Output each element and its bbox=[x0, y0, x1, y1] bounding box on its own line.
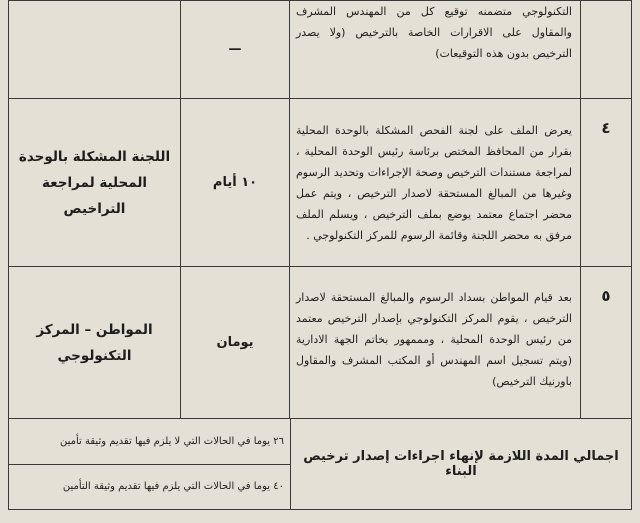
step-duration: — bbox=[181, 1, 290, 99]
step-description: يعرض الملف على لجنة الفحص المشكلة بالوحدة المحلية بقرار من المحافظ المختص برئاسة رئيس الوحدة المحلية ، لمراجعة مستندات الترخيص وصحة الإجراءات وتحديد الرسوم وغيرها من المبالغ المستحقة لاصدار الترخيص ، ويتم عمل محضر اجتماع معتمد يوضع بملف الترخيص ، ويسلم الملف مرفق به محضر اللجنة وقائمة الرسوم للمركز التكنولوجي . bbox=[290, 99, 581, 267]
step-number: ٤ bbox=[581, 99, 632, 267]
table-row bbox=[9, 99, 632, 267]
step-description: التكنولوجي متضمنه توقيع كل من المهندس المشرف والمقاول على الاقرارات الخاصة بالترخيص (ولا يصدر الترخيص بدون هذه التوقيعات) bbox=[290, 1, 581, 99]
procedure-table bbox=[8, 0, 632, 419]
step-duration: يومان bbox=[181, 267, 290, 419]
step-responsible: اللجنة المشكلة بالوحدة المحلية لمراجعة التراخيص bbox=[9, 99, 181, 267]
summary-row bbox=[9, 419, 632, 465]
step-number: ٥ bbox=[581, 267, 632, 419]
summary-title: اجمالي المدة اللازمة لإنهاء اجراءات إصدار ترخيص البناء bbox=[291, 419, 632, 510]
step-number bbox=[581, 1, 632, 99]
table-row bbox=[9, 267, 632, 419]
step-responsible: المواطن – المركز التكنولوجي bbox=[9, 267, 181, 419]
summary-line: ٤٠ يوما في الحالات التي يلزم فيها تقديم وثيقة التأمين bbox=[9, 464, 291, 510]
step-duration: ١٠ أيام bbox=[181, 99, 290, 267]
summary-table bbox=[8, 418, 632, 510]
step-responsible bbox=[9, 1, 181, 99]
summary-line: ٢٦ يوما في الحالات التي لا يلزم فيها تقديم وثيقة تأمين bbox=[9, 419, 291, 465]
table-row bbox=[9, 1, 632, 99]
step-description: بعد قيام المواطن بسداد الرسوم والمبالغ المستحقة لاصدار الترخيص ، يقوم المركز التكنولوجي بإصدار الترخيص معتمد من رئيس الوحدة المحلية ، ومممهور بخاتم الجهة الادارية (ويتم تسجيل اسم المهندس أو المكتب المشرف والمقاول باورنيك الترخيص) bbox=[290, 267, 581, 419]
